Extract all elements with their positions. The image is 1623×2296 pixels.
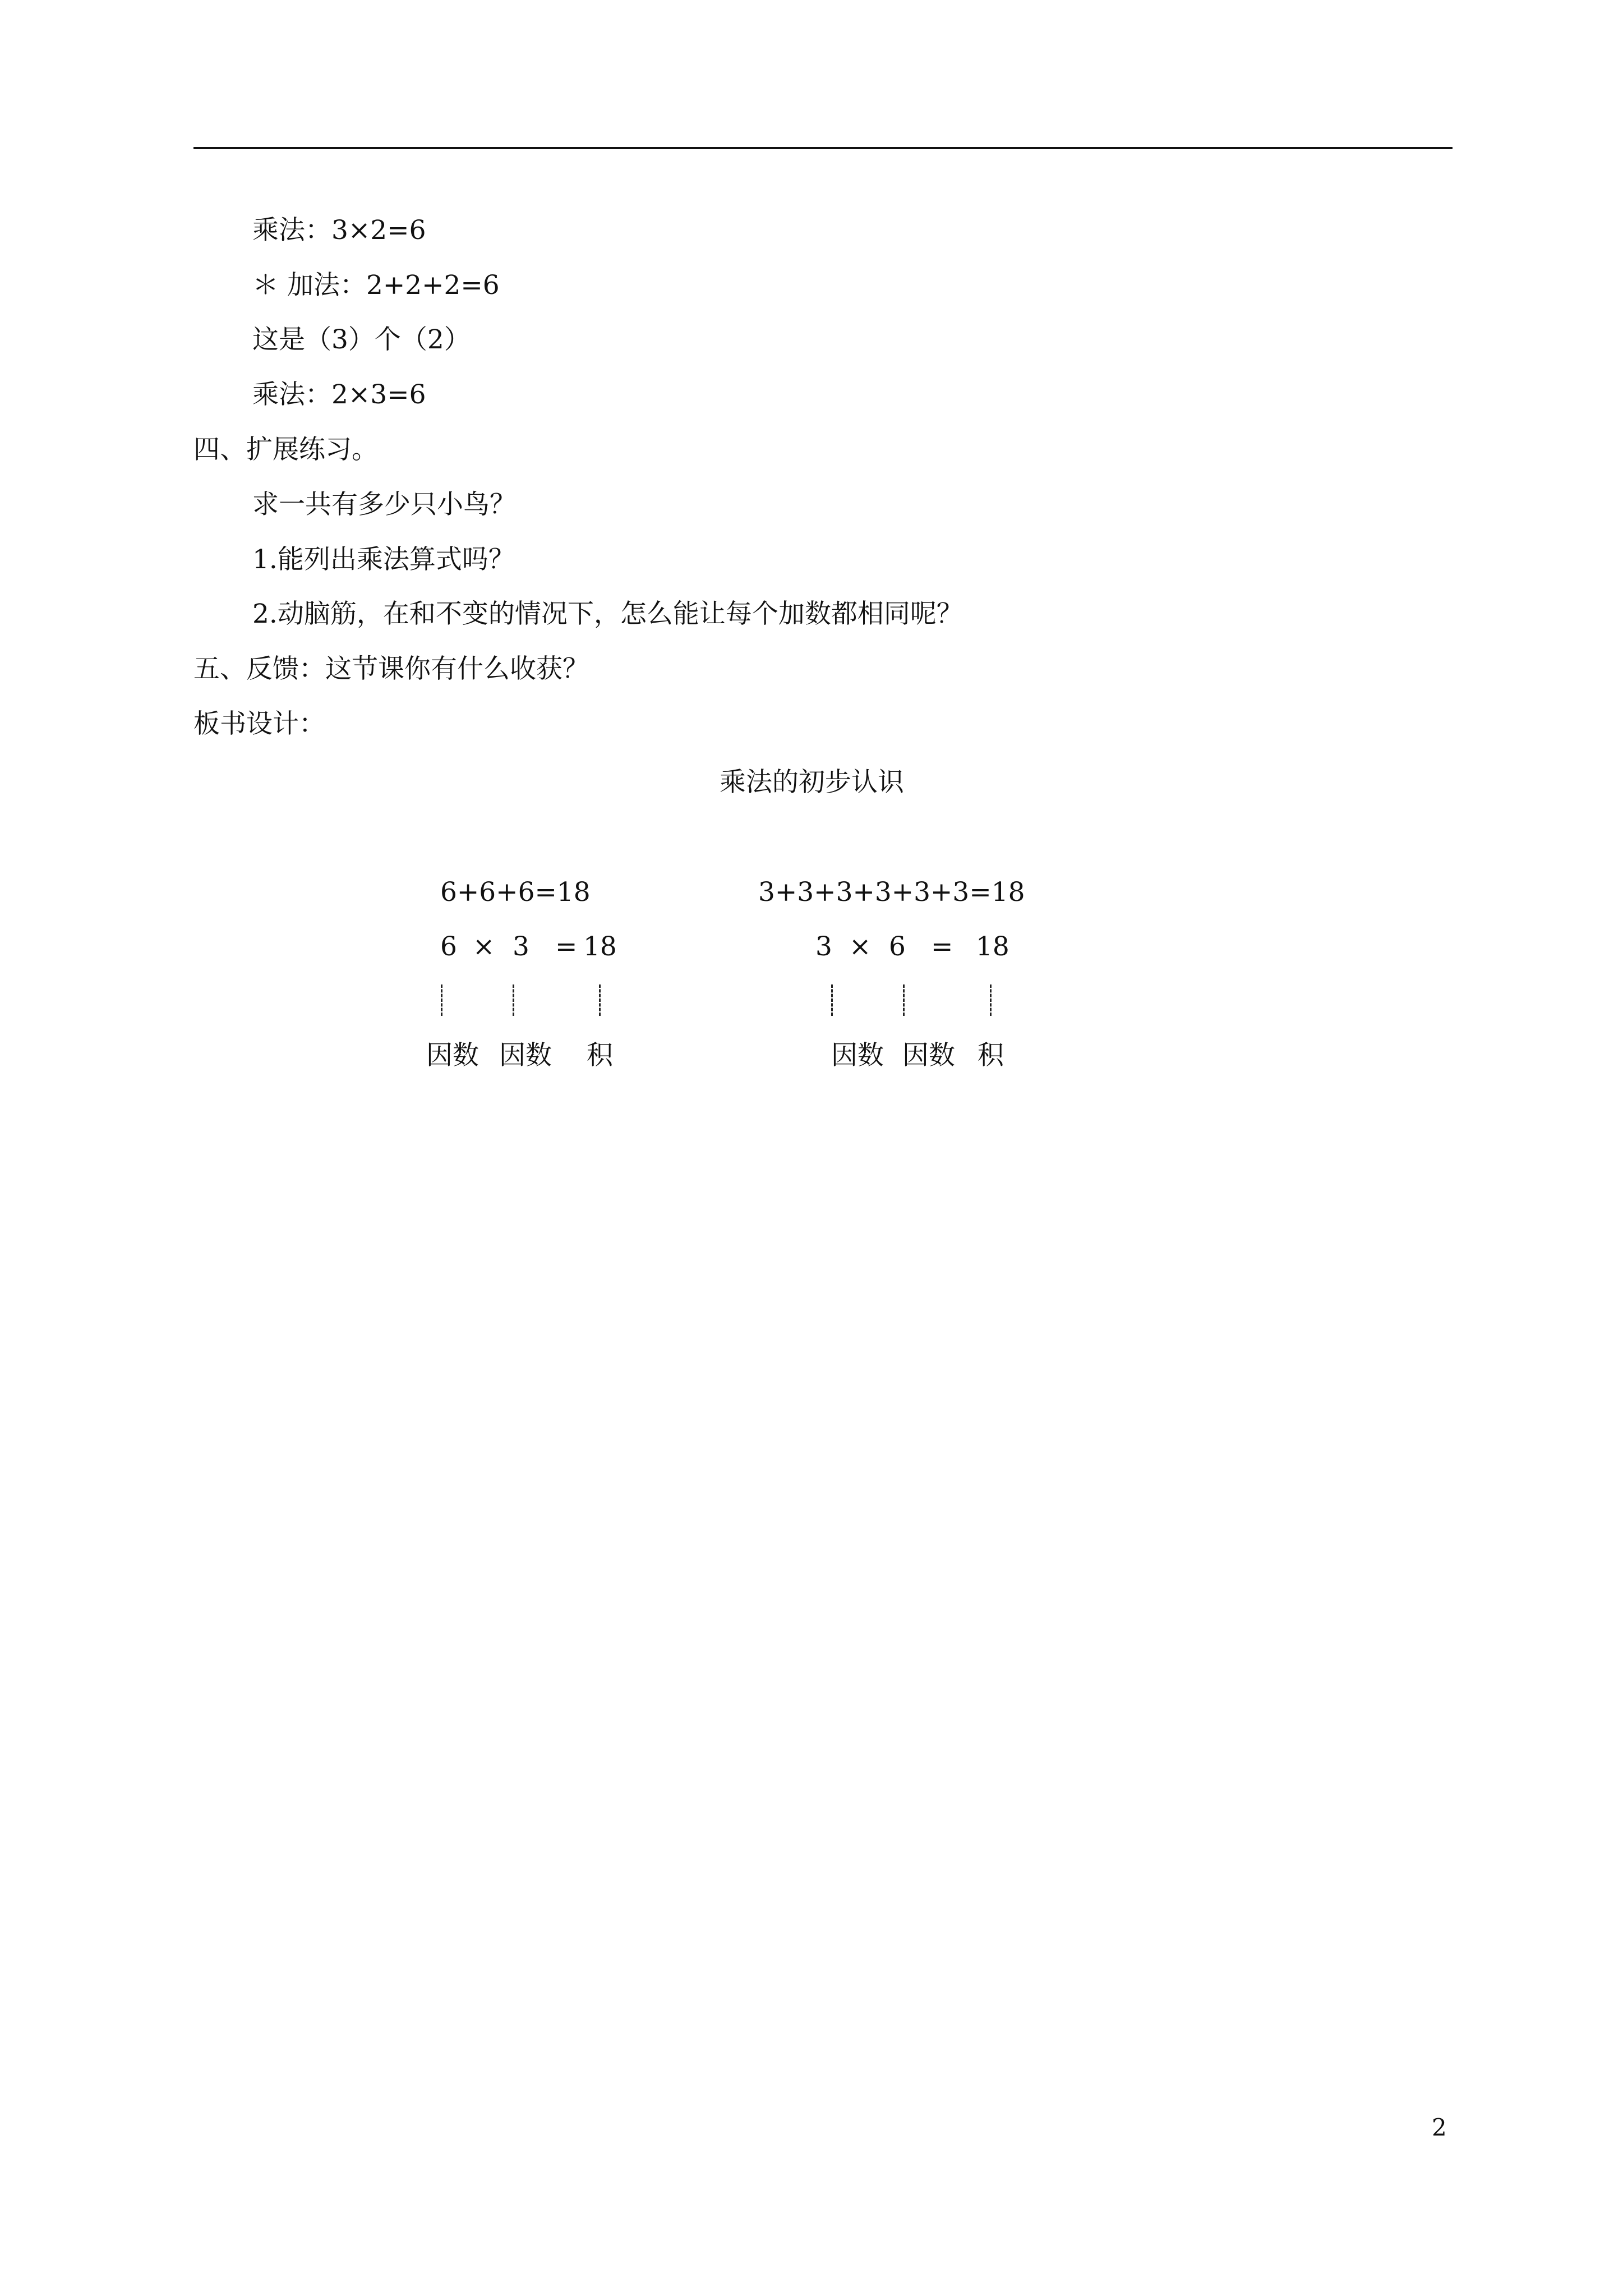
right-sum-equation: 3+3+3+3+3+3=18	[758, 877, 1025, 908]
right-tick-factor-1	[831, 984, 833, 1016]
left-tick-product	[599, 984, 601, 1016]
right-tick-factor-2	[903, 984, 905, 1016]
text-line-question: 求一共有多少只小鸟？	[252, 489, 516, 520]
right-factor-1: 3	[815, 931, 832, 962]
left-label-factor-1: 因数	[426, 1040, 479, 1071]
left-factor-2: 3	[513, 931, 529, 962]
text-line-multiplication-1: 乘法：3×2=6	[252, 215, 426, 246]
text-line-addition: ＊ 加法：2+2+2=6	[252, 270, 500, 301]
right-product: 18	[976, 931, 1009, 962]
left-sum-equation: 6+6+6=18	[440, 877, 591, 908]
right-tick-product	[990, 984, 992, 1016]
left-label-factor-2: 因数	[499, 1040, 552, 1071]
left-times-sign: ×	[473, 931, 495, 962]
right-label-product: 积	[978, 1040, 1004, 1071]
text-line-item-2: 2.动脑筋，在和不变的情况下，怎么能让每个加数都相同呢？	[252, 599, 963, 629]
right-times-sign: ×	[849, 931, 872, 962]
section-heading-feedback: 五、反馈：这节课你有什么收获？	[193, 654, 589, 684]
left-equals-sign: =	[555, 931, 578, 962]
left-factor-1: 6	[440, 931, 457, 962]
text-line-multiplication-2: 乘法：2×3=6	[252, 379, 426, 410]
left-tick-factor-1	[441, 984, 442, 1016]
board-title: 乘法的初步认识	[720, 767, 904, 798]
text-line-groups: 这是（3）个（2）	[252, 324, 471, 355]
section-heading-board-design: 板书设计：	[193, 708, 325, 739]
text-line-item-1: 1.能列出乘法算式吗？	[252, 544, 515, 575]
header-rule	[193, 147, 1453, 149]
section-heading-extension: 四、扩展练习。	[193, 434, 378, 465]
right-label-factor-1: 因数	[831, 1040, 884, 1071]
right-label-factor-2: 因数	[902, 1040, 955, 1071]
right-equals-sign: =	[931, 931, 953, 962]
right-factor-2: 6	[889, 931, 906, 962]
left-product: 18	[583, 931, 617, 962]
page-number: 2	[1432, 2114, 1447, 2141]
left-label-product: 积	[587, 1040, 613, 1071]
left-tick-factor-2	[513, 984, 514, 1016]
